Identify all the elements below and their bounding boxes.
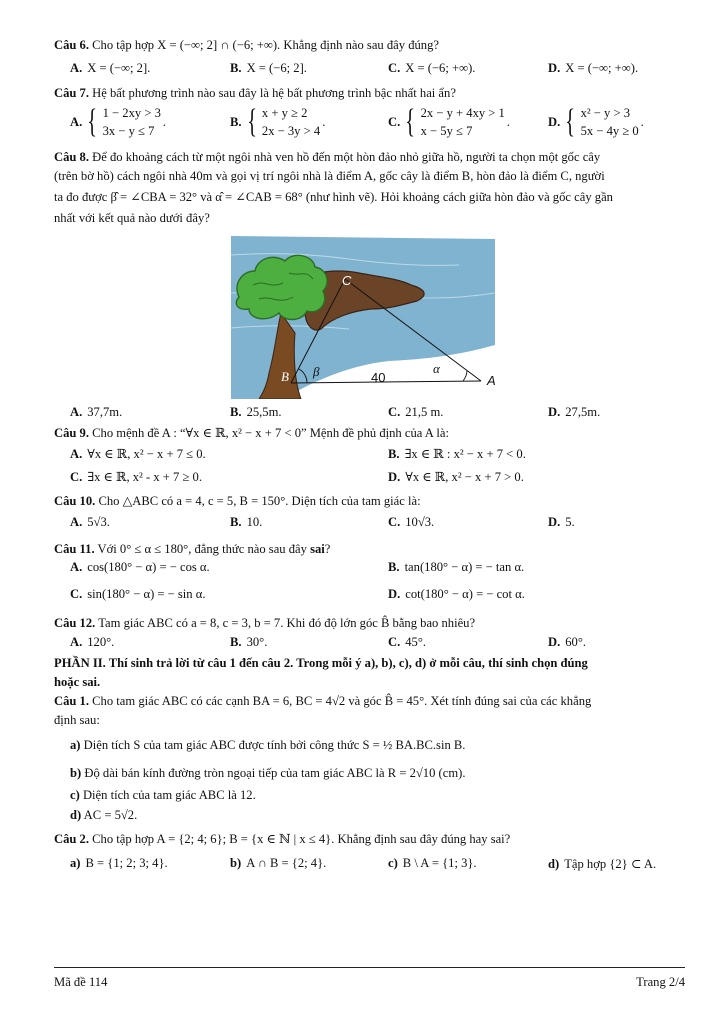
q9-option-b[interactable]: B. ∃x ∈ ℝ : x² − x + 7 < 0. (388, 447, 526, 461)
brace-icon: { (87, 103, 98, 140)
q12-options (54, 635, 685, 655)
q9-options-row2 (54, 469, 685, 489)
q6-options (54, 61, 685, 81)
q10-options (54, 515, 685, 535)
q12-stem: Câu 12. Tam giác ABC có a = 8, c = 3, b = 7. Khi đó độ lớn góc B̂ bằng bao nhiêu? (54, 616, 476, 630)
q8-option-b[interactable]: B. 25,5m. (230, 405, 282, 419)
q11-option-c[interactable]: C. sin(180° − α) = − sin α. (70, 587, 206, 601)
q12-option-b[interactable]: B. 30°. (230, 635, 268, 649)
p2q1-stem: Câu 1. Cho tam giác ABC có các cạnh BA = 6, BC = 4√2 và góc B̂ = 45°. Xét tính đúng sai của các khẳng định sau: (54, 694, 592, 727)
q6-stem: Câu 6. Cho tập hợp X = (−∞; 2] ∩ (−6; +∞). Khẳng định nào sau đây đúng? (54, 38, 439, 52)
page-number: Trang 2/4 (636, 975, 685, 989)
q7-option-b[interactable]: B. { x + y ≥ 2 2x − 3y > 4 . (230, 103, 326, 140)
q11-options-row2 (54, 587, 685, 607)
exam-code: Mã đề 114 (54, 975, 108, 989)
label-alpha: α (433, 361, 440, 376)
q11-option-b[interactable]: B. tan(180° − α) = − tan α. (388, 560, 525, 574)
q7-text: Hệ bất phương trình nào sau đây là hệ bất phương trình bậc nhất hai ẩn? (92, 86, 456, 100)
q11-option-a[interactable]: A. cos(180° − α) = − cos α. (70, 560, 210, 574)
q12-option-c[interactable]: C. 45°. (388, 635, 427, 649)
lake-figure (229, 233, 497, 399)
q7-option-a[interactable]: A. { 1 − 2xy > 3 3x − y ≤ 7 . (70, 103, 167, 140)
q6-option-c[interactable]: C. X = (−6; +∞). (388, 61, 476, 75)
q8-options (54, 405, 685, 425)
q7-option-d[interactable]: D. { x² − y > 3 5x − 4y ≥ 0 . (548, 103, 644, 140)
label-beta: β (313, 364, 320, 379)
p2q1-statement-a[interactable]: a) Diện tích S của tam giác ABC được tính bởi công thức S = ½ BA.BC.sin B. (70, 738, 466, 752)
q12-option-a[interactable]: A. 120°. (70, 635, 115, 649)
q8-stem: Câu 8. Để đo khoảng cách từ một ngôi nhà ven hồ đến một hòn đảo nhỏ giữa hồ, người ta chọn một gốc cây (trên bờ hồ) cách ngôi nhà 40m và gọi vị trí ngôi nhà là điểm A, gốc cây là điểm B, hòn đảo là điểm C, người ta đo được β̂ = ∠CBA = 32° và α̂ = ∠CAB = 68° (như hình vẽ). Hỏi khoảng cách giữa hòn đảo và gốc cây gần nhất với kết quả nào dưới đây? (54, 150, 613, 225)
p2q1-statement-d[interactable]: d) AC = 5√2. (70, 808, 138, 822)
q6-text: Cho tập hợp X = (−∞; 2] ∩ (−6; +∞). Khẳng định nào sau đây đúng? (92, 38, 439, 52)
q10-option-d[interactable]: D. 5. (548, 515, 575, 529)
q7-stem: Câu 7. Hệ bất phương trình nào sau đây là hệ bất phương trình bậc nhất hai ẩn? (54, 86, 456, 100)
q11-option-d[interactable]: D. cot(180° − α) = − cot α. (388, 587, 525, 601)
p2q1-statement-c[interactable]: c) Diện tích của tam giác ABC là 12. (70, 788, 256, 802)
p2q2-statement-c[interactable]: c) B \ A = {1; 3}. (388, 856, 477, 870)
q7-option-c[interactable]: C. { 2x − y + 4xy > 1 x − 5y ≤ 7 . (388, 103, 511, 140)
p2q2-statements (54, 856, 685, 876)
q12-option-d[interactable]: D. 60°. (548, 635, 587, 649)
q9-options-row1 (54, 446, 685, 466)
label-distance: 40 (371, 370, 386, 385)
brace-icon: { (246, 103, 257, 140)
label-a: A (487, 373, 496, 388)
q8-option-a[interactable]: A. 37,7m. (70, 405, 123, 419)
footer-divider (54, 967, 685, 968)
q10-option-b[interactable]: B. 10. (230, 515, 263, 529)
q8-option-d[interactable]: D. 27,5m. (548, 405, 601, 419)
p2q2-statement-d[interactable]: d) Tập hợp {2} ⊂ A. (548, 857, 657, 871)
q9-option-c[interactable]: C. ∃x ∈ ℝ, x² - x + 7 ≥ 0. (70, 470, 202, 484)
q6-option-d[interactable]: D. X = (−∞; +∞). (548, 61, 639, 75)
brace-icon: { (565, 103, 576, 140)
label-b: B (281, 369, 289, 384)
q9-option-a[interactable]: A. ∀x ∈ ℝ, x² − x + 7 ≤ 0. (70, 447, 206, 461)
p2q2-statement-b[interactable]: b) A ∩ B = {2; 4}. (230, 856, 327, 870)
q9-option-d[interactable]: D. ∀x ∈ ℝ, x² − x + 7 > 0. (388, 470, 524, 484)
q11-options-row1 (54, 560, 685, 580)
label-c: C (342, 273, 352, 288)
part2-heading: PHẦN II. Thí sinh trả lời từ câu 1 đến câu 2. Trong mỗi ý a), b), c), d) ở mỗi câu, thí sinh chọn đúng hoặc sai. (54, 656, 588, 689)
q9-stem: Câu 9. Cho mệnh đề A : “∀x ∈ ℝ, x² − x + 7 < 0” Mệnh đề phủ định của A là: (54, 426, 449, 440)
brace-icon: { (405, 103, 416, 140)
q10-option-a[interactable]: A. 5√3. (70, 515, 110, 529)
p2q1-statement-b[interactable]: b) Độ dài bán kính đường tròn ngoại tiếp của tam giác ABC là R = 2√10 (cm). (70, 766, 466, 780)
q8-option-c[interactable]: C. 21,5 m. (388, 405, 444, 419)
q6-option-a[interactable]: A. X = (−∞; 2]. (70, 61, 151, 75)
p2q2-statement-a[interactable]: a) B = {1; 2; 3; 4}. (70, 856, 168, 870)
q10-stem: Câu 10. Cho △ABC có a = 4, c = 5, B = 150°. Diện tích của tam giác là: (54, 494, 421, 508)
q11-stem: Câu 11. Với 0° ≤ α ≤ 180°, đẳng thức nào sau đây sai? (54, 542, 331, 556)
p2q2-stem: Câu 2. Cho tập hợp A = {2; 4; 6}; B = {x ∈ ℕ | x ≤ 4}. Khẳng định sau đây đúng hay sai? (54, 832, 511, 846)
q6-option-b[interactable]: B. X = (−6; 2]. (230, 61, 307, 75)
q10-option-c[interactable]: C. 10√3. (388, 515, 435, 529)
